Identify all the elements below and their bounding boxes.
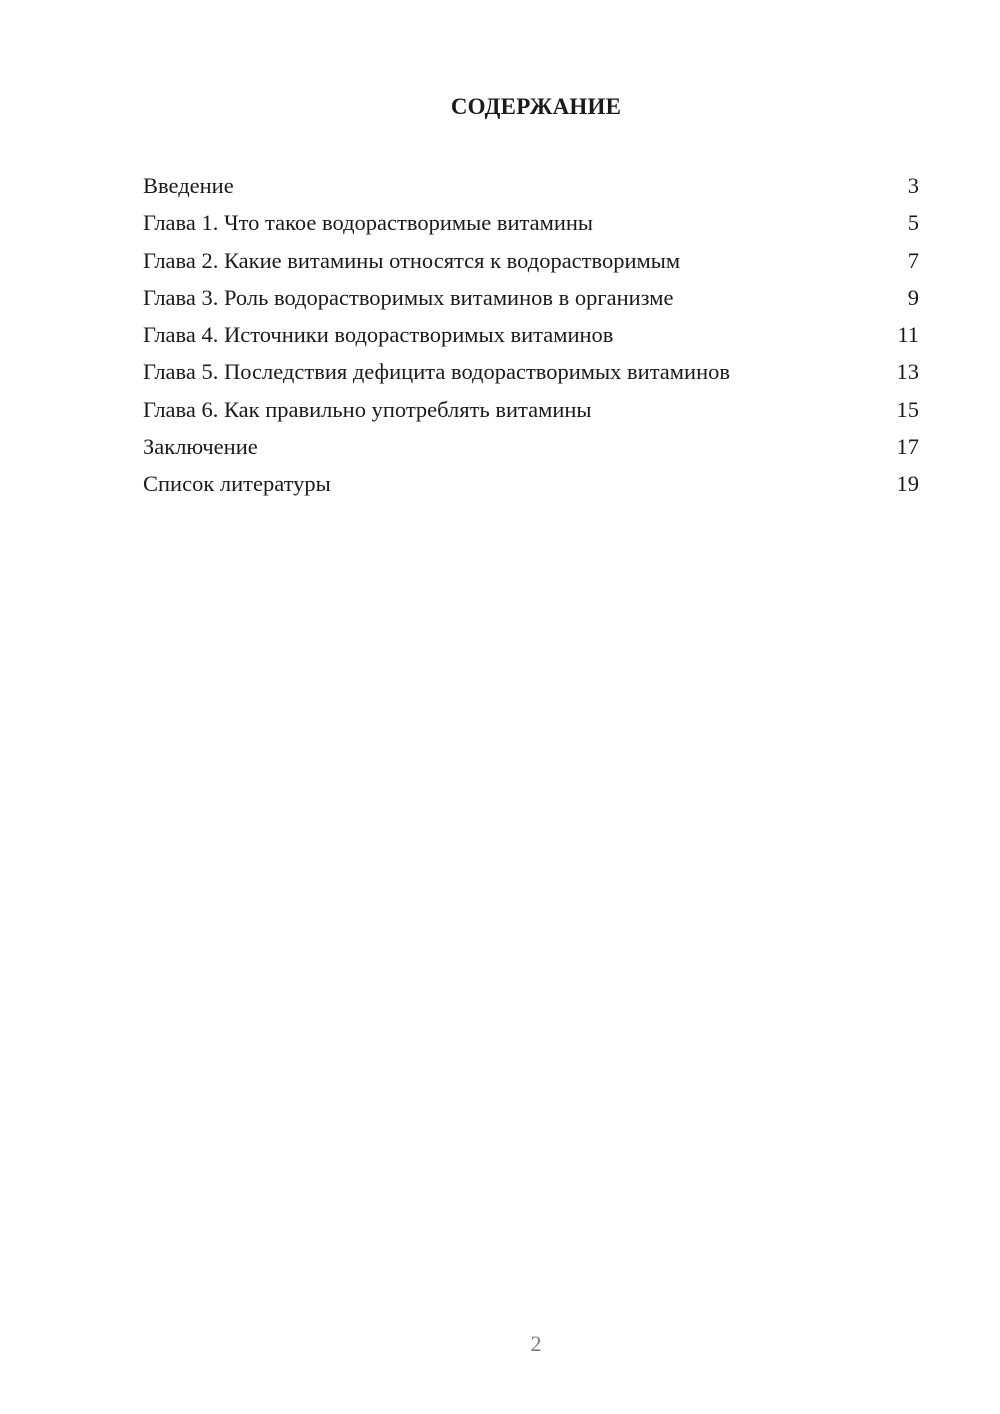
- toc-entry-title: Заключение: [143, 434, 258, 460]
- toc-entry-title: Глава 5. Последствия дефицита водорастворимых витаминов: [143, 359, 730, 385]
- toc-entry-title: Введение: [143, 173, 234, 198]
- page-title: СОДЕРЖАНИЕ: [450, 94, 622, 119]
- toc-entry-page: 19: [896, 471, 919, 497]
- toc-entry-page: 9: [907, 284, 919, 310]
- toc-entry: [143, 316, 919, 353]
- toc-entry-page: 11: [897, 322, 919, 348]
- toc-entry-page: 3: [907, 173, 919, 198]
- toc-entry: [143, 167, 919, 204]
- table-of-contents: [143, 167, 919, 503]
- toc-entry-page: 17: [896, 434, 919, 460]
- toc-entry: [143, 428, 919, 465]
- toc-entry-title: Глава 3. Роль водорастворимых витаминов в организме: [143, 284, 674, 310]
- toc-entry-title: Глава 1. Что такое водорастворимые витамины: [143, 210, 594, 236]
- toc-entry-page: 5: [907, 210, 919, 236]
- toc-entry-page: 13: [896, 359, 919, 385]
- toc-entry-title: Глава 4. Источники водорастворимых витаминов: [143, 322, 614, 348]
- toc-entry-title: Глава 2. Какие витамины относятся к водорастворимым: [143, 247, 681, 273]
- toc-entry: [143, 391, 919, 428]
- toc-entry: [143, 353, 919, 390]
- toc-entry-page: 7: [907, 247, 919, 273]
- page-number: 2: [530, 1331, 542, 1356]
- toc-entry: [143, 204, 919, 241]
- toc-entry-title: Глава 6. Как правильно употреблять витамины: [143, 396, 592, 422]
- toc-entry-page: 15: [896, 396, 919, 422]
- toc-entry: [143, 279, 919, 316]
- toc-entry-title: Список литературы: [143, 471, 331, 497]
- toc-entry: [143, 242, 919, 279]
- toc-entry: [143, 465, 919, 502]
